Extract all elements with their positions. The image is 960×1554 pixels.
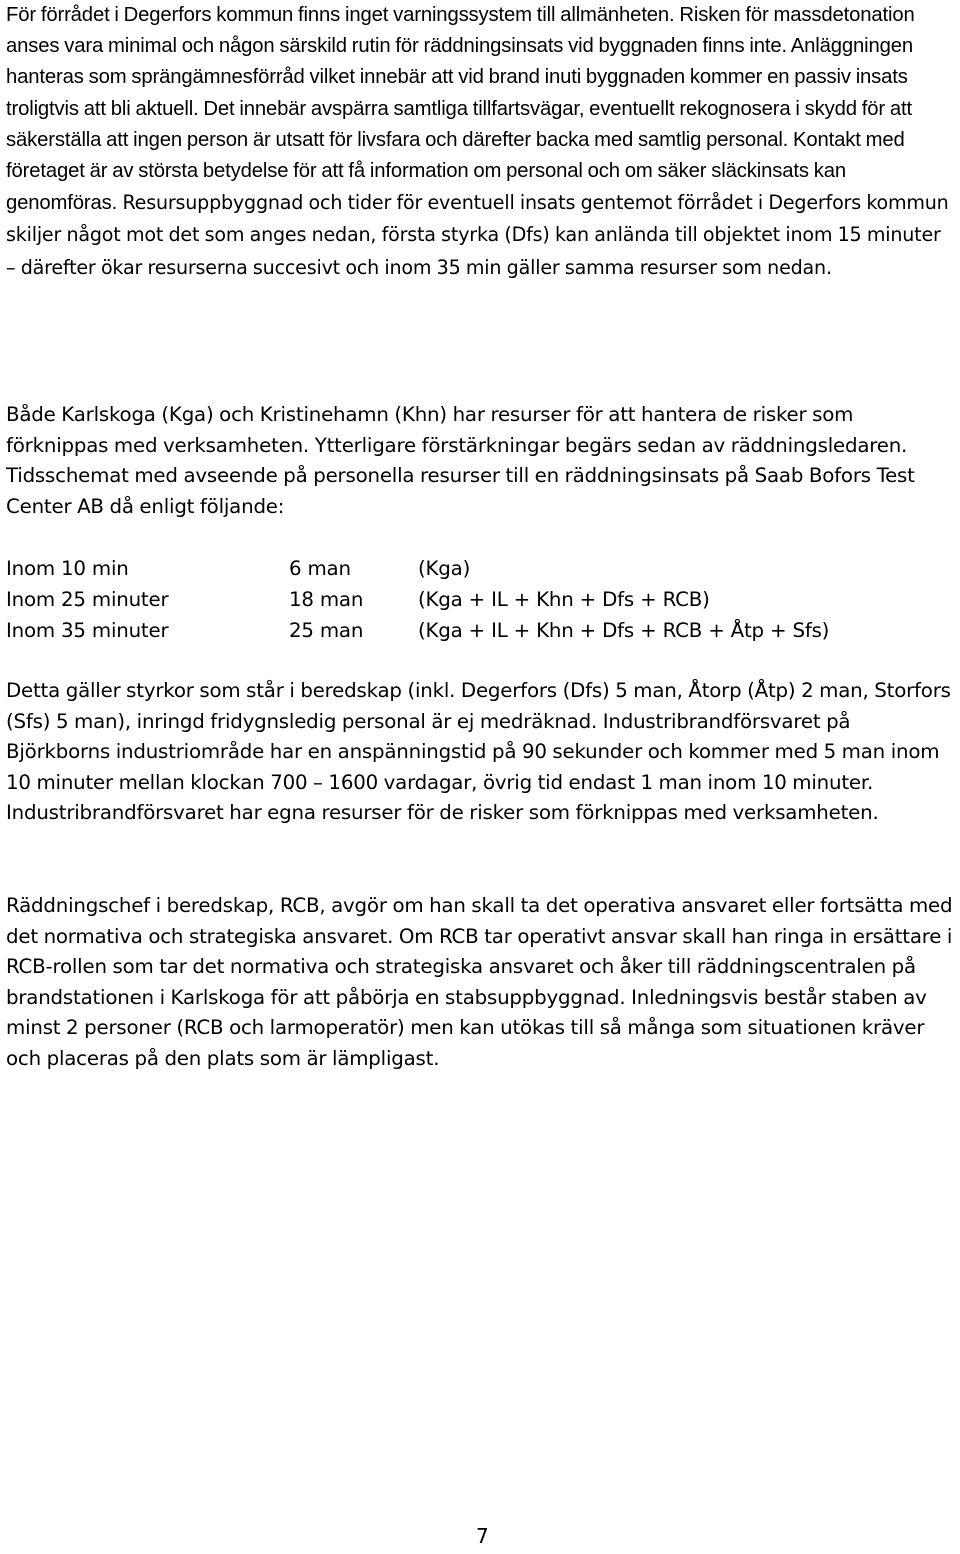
schedule-row [6,615,954,646]
schedule-time: Inom 35 minuter [6,619,169,642]
schedule-time: Inom 10 min [6,557,129,580]
schedule-staff: 18 man [289,588,364,611]
page-number: 7 [476,1524,489,1548]
schedule-units: (Kga) [418,557,471,580]
paragraph-resources: Både Karlskoga (Kga) och Kristinehamn (Khn) har resurser för att hantera de risker som förknippas med verksamheten. Ytterligare förstärkningar begärs sedan av räddningsledaren. Tidsschemat med avseende på personella resurser till en räddningsinsats på Saab Bofors Test Center AB då enligt följande: [6,403,915,518]
schedule-units: (Kga + IL + Khn + Dfs + RCB) [418,588,710,611]
paragraph-warning-system [6,0,954,284]
schedule-time: Inom 25 minuter [6,588,169,611]
paragraph-resource-buildup: Resursuppbyggnad och tider för eventuell insats gentemot förrådet i Degerfors kommun skiljer något mot det som anges nedan, första styrka (Dfs) kan anlända till objektet inom 15 minuter – därefter ökar resurserna succesivt och inom 35 min gäller samma resurser som nedan. [6,191,949,279]
schedule-row [6,553,954,584]
schedule-units: (Kga + IL + Khn + Dfs + RCB + Åtp + Sfs) [418,619,830,642]
paragraph-warning-system-main: För förrådet i Degerfors kommun finns inget varningssystem till allmänheten. Risken för massdetonation anses vara minimal och någon särskild rutin för räddningsinsats vid byggnaden finns inte. Anläggningen hanteras som sprängämnesförråd vilket innebär att vid brand inuti byggnaden kommer en passiv insats troligtvis att bli aktuell. Det innebär avspärra samtliga tillfartsvägar, eventuellt rekognosera i skydd för att säkerställa att ingen person är utsatt för livsfara och därefter backa med samtlig personal. Kontakt med företaget är av största betydelse för att få information om personal och om säker släckinsats kan genomföras. [6,4,915,215]
paragraph-standby-forces: Detta gäller styrkor som står i beredskap (inkl. Degerfors (Dfs) 5 man, Åtorp (Åtp) 2 man, Storfors (Sfs) 5 man), inringd fridygnsledig personal är ej medräknad. Industribrandförsvaret på Björkborns industriområde har en anspänningstid på 90 sekunder och kommer med 5 man inom 10 minuter mellan klockan 700 – 1600 vardagar, övrig tid endast 1 man inom 10 minuter. Industribrandförsvaret har egna resurser för de risker som förknippas med verksamheten. [6,679,951,825]
schedule-row [6,584,954,615]
schedule-staff: 25 man [289,619,364,642]
paragraph-rescue-chief: Räddningschef i beredskap, RCB, avgör om han skall ta det operativa ansvaret eller fortsätta med det normativa och strategiska ansvaret. Om RCB tar operativt ansvar skall han ringa in ersättare i RCB-rollen som tar det normativa och strategiska ansvaret och åker till räddningscentralen på brandstationen i Karlskoga för att påbörja en stabsuppbyggnad. Inledningsvis består staben av minst 2 personer (RCB och larmoperatör) men kan utökas till så många som situationen kräver och placeras på den plats som är lämpligast. [6,894,953,1070]
response-schedule [6,553,954,646]
schedule-staff: 6 man [289,557,351,580]
